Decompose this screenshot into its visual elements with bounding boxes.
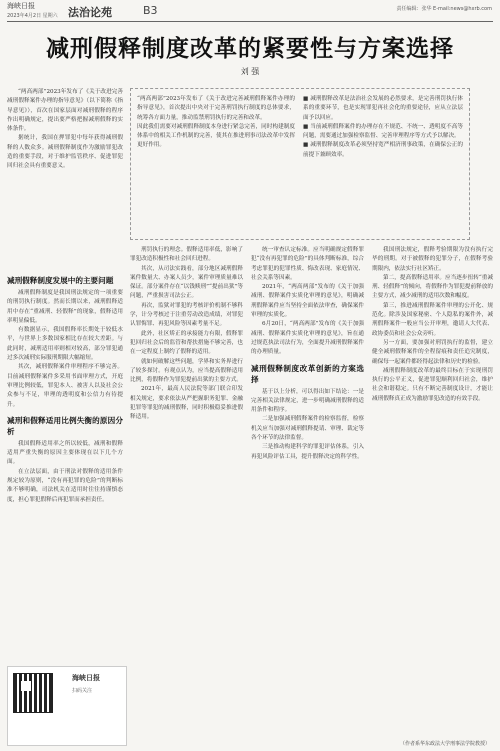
- body-paragraph: 第二，提高假释适用率。应当逐步扭转“重减刑、轻假释”的倾向，将假释作为罪犯提前释放的主要方式，减少减刑的适用次数和幅度。: [372, 274, 493, 300]
- body-paragraph: 其次，减刑假释案件审理程序不够完善。目前减刑假释案件多采用书面审理方式，开庭审理比例较低，罪犯本人、被害人以及社会公众参与不足，审理的透明度和公信力有待提升。: [7, 364, 123, 408]
- body-paragraph: 其次，从司法实践看，部分地区减刑假释案件数量大、办案人员少，案件审理质量难以保证。部分案件存在“以钱赎刑”“提前出狱”等问题，严重损害司法公正。: [130, 265, 243, 300]
- summary-paragraph: ■ 当前减刑假释案件的办理存在不规范、不统一、透明度不高等问题，需要通过加强检察监督、完善审理程序等方式予以解决。: [303, 123, 463, 140]
- summary-paragraph: “两高两部”2023年发布了《关于改进完善减刑假释案件办理的指导意见》，首次提出中央对于完善刑罚执行制度的总体要求，统筹各方面力量，推动监禁刑罚执行的完善和改革。: [137, 96, 295, 121]
- body-paragraph: 基于以上分析，可以得出如下结论：一是完善相关法律规定，进一步明确减刑假释的适用条件和程序。: [251, 388, 364, 414]
- body-paragraph: 减刑假释制度是我国刑法规定的一项重要的刑罚执行制度。然而长期以来，减刑假释适用中存在“重减刑、轻假释”的现象，假释适用率明显偏低。: [7, 290, 123, 324]
- body-paragraph: 6月20日，“两高两部”发布的《关于加强减刑、假释案件实质化审理的意见》，旨在通过规范执法司法行为，全面提升减刑假释案件的办理质量。: [251, 321, 364, 356]
- body-paragraph: 三是推动构建科学的罪犯评估体系，引入再犯风险评估工具，提升假释决定的科学性。: [251, 444, 364, 460]
- body-paragraph: 再次，监狱对罪犯的考核评价机制不够科学，计分考核过于注重劳动改造成绩，对罪犯认罪悔罪、再犯风险等因素考量不足。: [130, 302, 243, 328]
- body-paragraph: 2021年，最高人民法院等部门联合印发相关规定，要求依法从严把握职务犯罪、金融犯罪等罪犯的减刑假释，同时积极稳妥推进假释适用。: [130, 386, 243, 421]
- body-paragraph: 另一方面，要加强对刑罚执行的监督，建立健全减刑假释案件的全程留痕和责任追究制度，确保每一起案件都经得起法律和历史的检验。: [372, 339, 493, 365]
- column-1: [7, 270, 123, 662]
- promo-logo: 海峡日报: [72, 674, 100, 682]
- column-3: [251, 246, 364, 742]
- article-headline: 减刑假释制度改革的紧要性与方案选择: [46, 36, 454, 62]
- page-header: [0, 0, 500, 20]
- column-4: [372, 246, 493, 734]
- body-paragraph: 我国假释适用率之所以较低，减刑和假释适用严重失衡的原因主要体现在以下几个方面。: [7, 440, 123, 466]
- issue-date: 2023年4月2日 星期六: [7, 13, 58, 19]
- body-paragraph: 刑罚执行的理念。假释适用率低，影响了罪犯改造积极性和社会回归进程。: [130, 247, 243, 263]
- article-author: 刘 强: [240, 67, 260, 76]
- body-paragraph: 统一审查认定标准。应当明确规定假释罪犯“没有再犯罪的危险”的具体判断标准，综合考虑罪犯的犯罪性质、悔改表现、家庭情况、社会关系等因素。: [251, 247, 364, 281]
- body-paragraph: 第三，推进减刑假释案件审理的公开化、规范化。除涉及国家秘密、个人隐私的案件外，减刑假释案件一般应当公开审理，邀请人大代表、政协委员和社会公众旁听。: [372, 302, 493, 337]
- body-paragraph: 此外，社区矫正的承接能力有限，假释罪犯回归社会后的监管和帮扶措施不够完善，也在一定程度上制约了假释的适用。: [130, 330, 243, 356]
- body-paragraph: 减刑假释制度改革的最终目标在于实现刑罚执行的公平正义，促进罪犯顺利回归社会，维护社会和谐稳定。只有不断完善制度设计，才能让减刑假释真正成为激励罪犯改造的有效手段。: [372, 367, 493, 402]
- summary-box: [130, 88, 470, 240]
- intro-column: [7, 88, 123, 268]
- promo-caption: 扫码关注: [72, 688, 93, 694]
- column-2: [130, 246, 243, 742]
- section-title: 法治论苑: [68, 6, 112, 19]
- body-paragraph: 就如何破解这些问题，学界和实务界进行了较多探讨。有观点认为，应当提高假释适用比例，将假释作为罪犯提前出狱的主要方式。: [130, 358, 243, 384]
- body-paragraph: 有数据显示，我国假释率长期处于较低水平，与世界上多数国家相比存在较大差距。与此同时，减刑适用率则相对较高，部分罪犯通过多次减刑实际服刑期限大幅缩短。: [7, 327, 123, 362]
- summary-paragraph: ■ 减刑假释改革是法治社会发展的必然要求，是完善刑罚执行体系的重要环节，也是实现罪犯再社会化的重要途径，应从立法层面予以回应。: [303, 96, 463, 121]
- body-paragraph: 我国刑法规定，假释考验期限为没有执行完毕的刑期。对于被假释的犯罪分子，在假释考验期限内，依法实行社区矫正。: [372, 247, 493, 272]
- summary-paragraph: 因此我们需要对减刑假释制度本身进行紧急完善，同时构建制度体系中的相关工作机制的完善，使其在推进刑事司法改革中发挥更好作用。: [137, 123, 295, 149]
- header-rule: [7, 21, 493, 22]
- body-paragraph: 二是加强减刑假释案件的检察监督，检察机关应当加强对减刑假释提请、审理、裁定等各个环节的法律监督。: [251, 416, 364, 442]
- editor-info: 责任编辑：张华 E-mail:news@hxrb.com: [396, 6, 492, 12]
- section-heading: 减刑假释制度改革创新的方案选择: [251, 363, 364, 384]
- section-heading: 减刑和假释适用比例失衡的原因分析: [7, 415, 123, 436]
- intro-paragraph: “两高两部”2023年发布了《关于改进完善减刑假释案件办理的指导意见》（以下简称《指导意见》），首次在国家层面对减刑假释的程序作出明确规定，提出要严格把握减刑假释的实体条件。: [7, 89, 123, 133]
- qr-code-icon[interactable]: [13, 673, 53, 713]
- author-note: （作者系华东政法大学刑事法学院教授）: [399, 741, 490, 747]
- body-paragraph: 2021年，“两高两部”发布的《关于加强减刑、假释案件实质化审理的意见》，明确减刑假释案件应当坚持全面依法审查，确保案件审理的实质化。: [251, 284, 364, 319]
- section-heading: 减刑假释制度发展中的主要问题: [7, 276, 114, 285]
- promo-box: [7, 666, 127, 746]
- intro-paragraph: 据统计，我国在押罪犯中每年获得减刑假释的人数众多。减刑假释制度作为激励罪犯改造的重要手段，对于维护监管秩序、促进罪犯回归社会具有重要意义。: [7, 135, 123, 170]
- body-paragraph: 在立法层面，由于刑法对假释的适用条件规定较为原则，“没有再犯罪的危险”的判断标准不够明确，司法机关在适用时往往持谨慎态度，担心罪犯假释后再犯罪而承担责任。: [7, 468, 123, 503]
- page-code: B3: [143, 4, 158, 17]
- summary-paragraph: ■ 减刑假释制度改革必须坚持宽严相济刑事政策，在确保公正的前提下兼顾效率。: [303, 142, 463, 158]
- paper-logo: 海峡日报: [7, 2, 35, 10]
- summary-left: [137, 95, 295, 233]
- summary-right: [303, 95, 463, 233]
